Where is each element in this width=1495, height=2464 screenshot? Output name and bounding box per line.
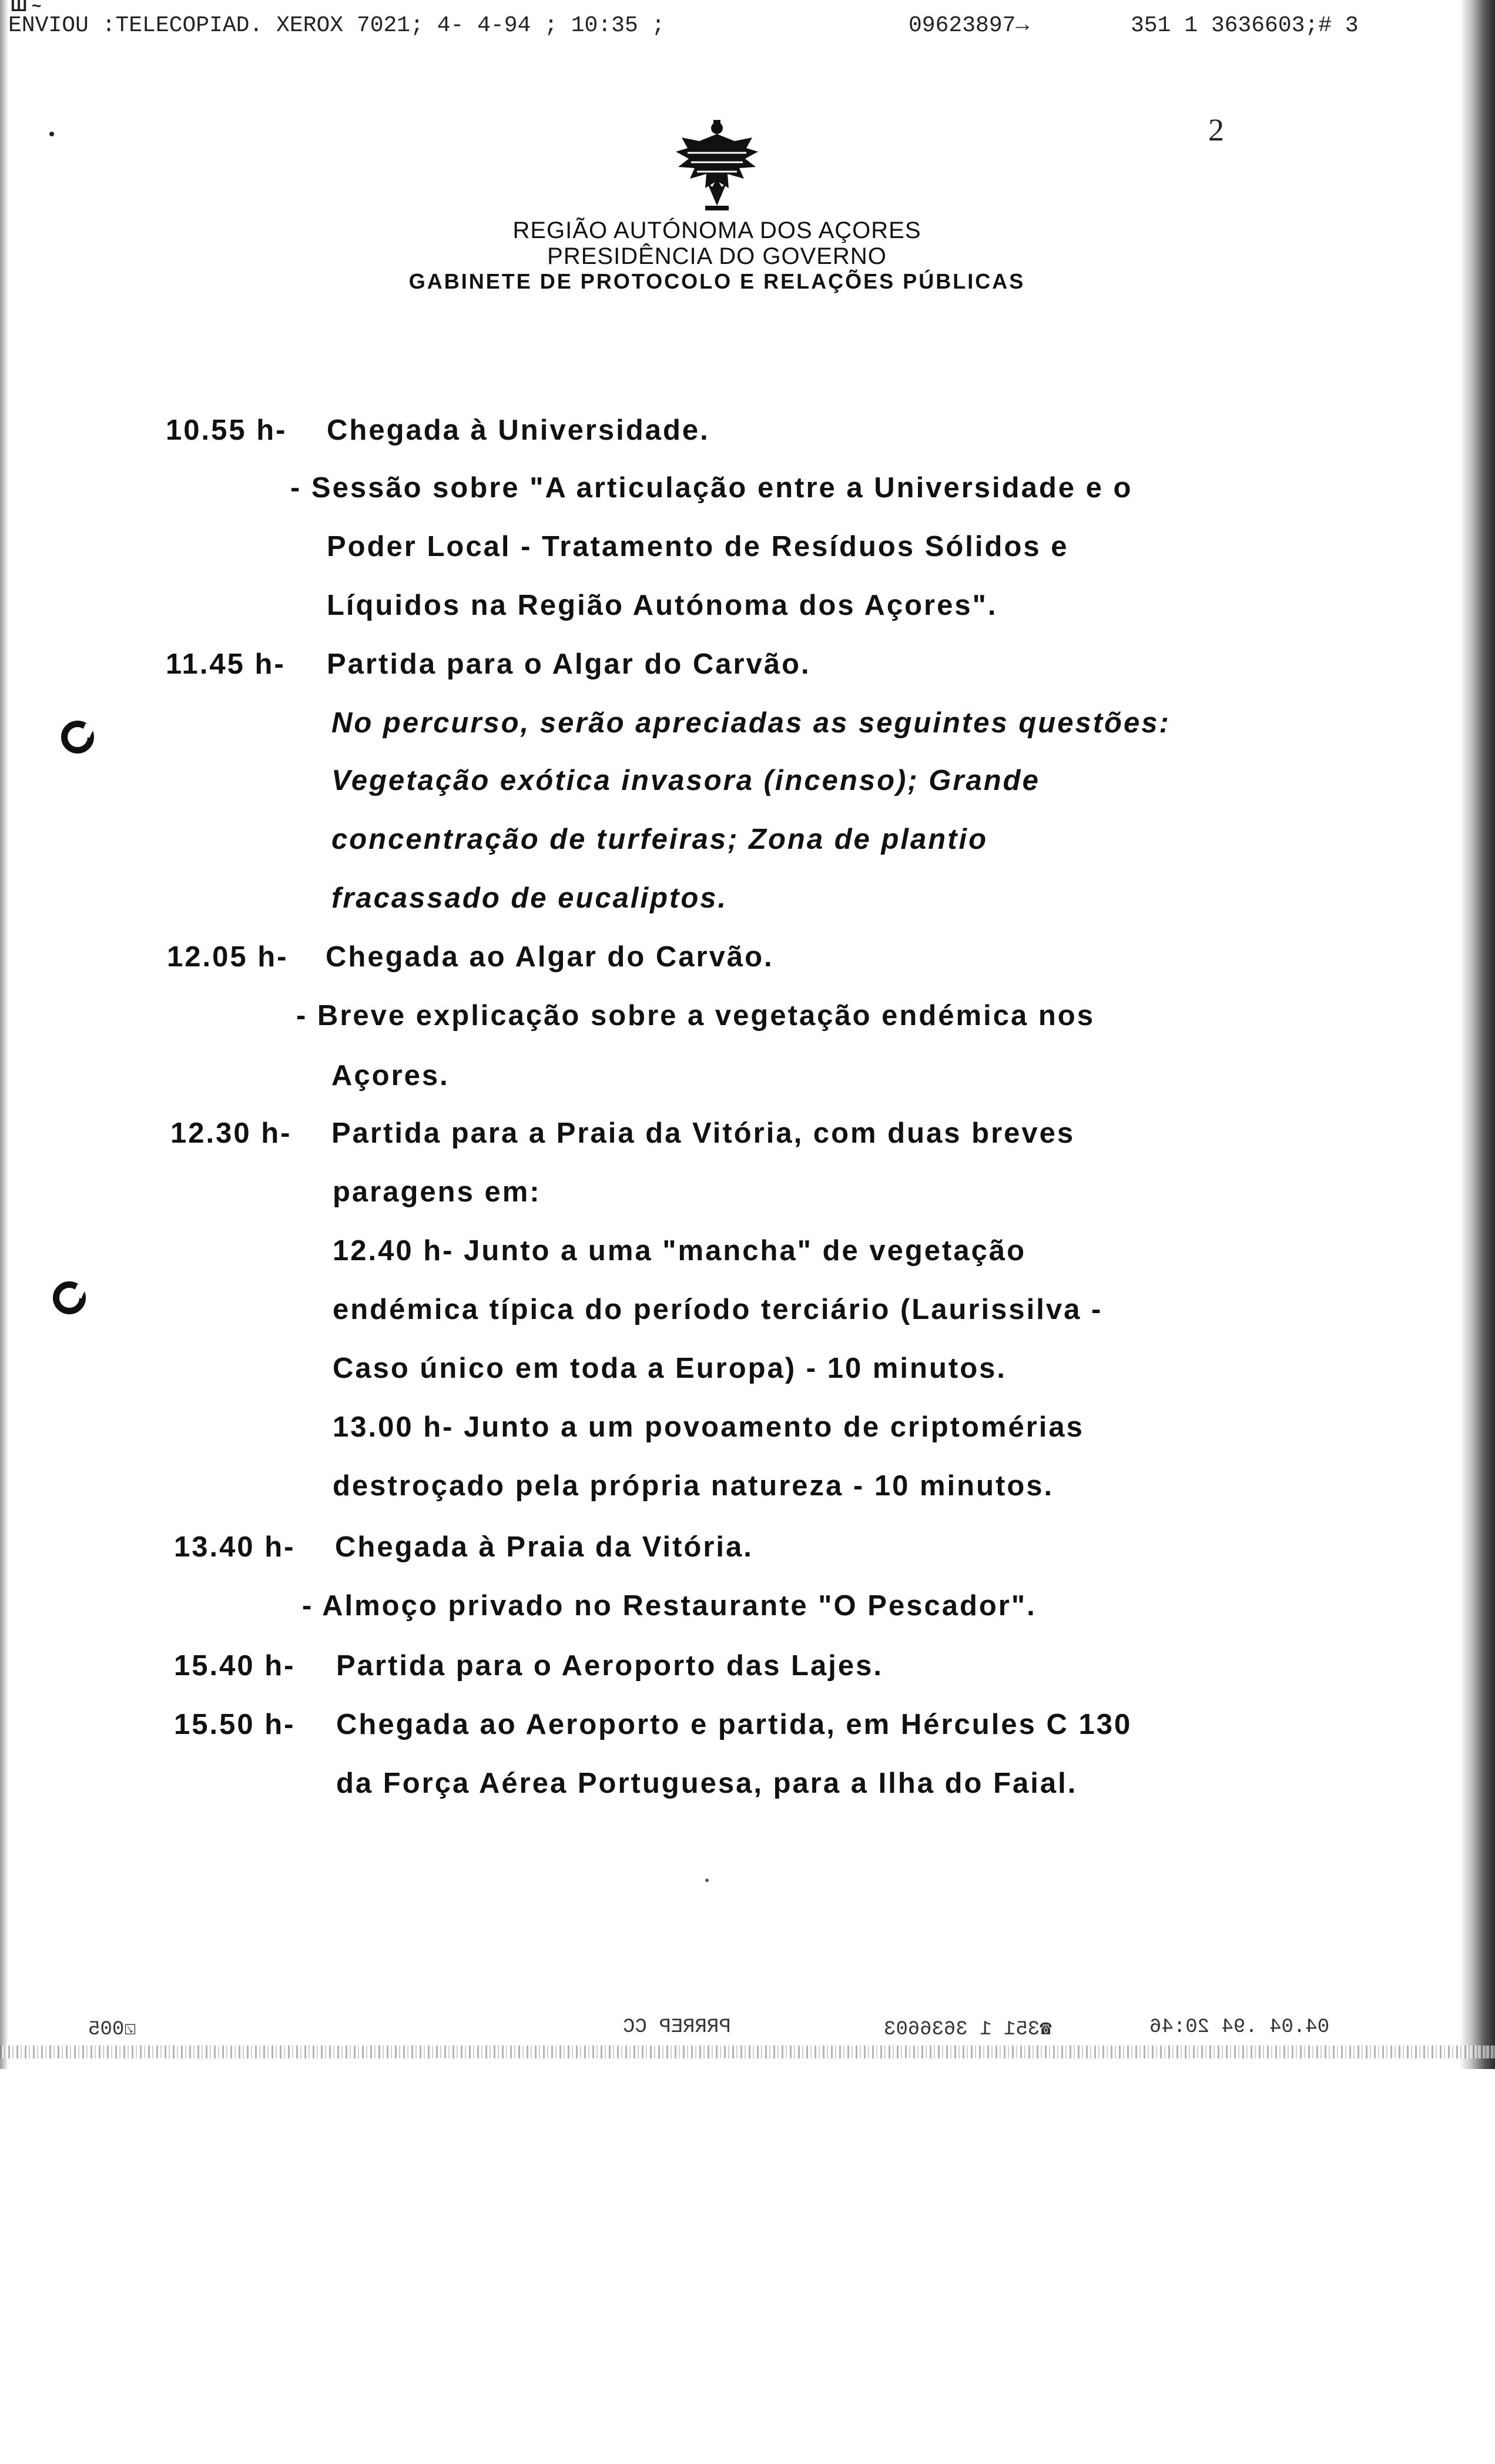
time-label: 15.40 h- bbox=[174, 1650, 296, 1682]
time-label: 13.40 h- bbox=[174, 1531, 296, 1563]
schedule-line: Vegetação exótica invasora (incenso); Grande bbox=[331, 765, 1040, 796]
schedule-line: Líquidos na Região Autónoma dos Açores". bbox=[327, 590, 998, 621]
schedule-line: Caso único em toda a Europa) - 10 minutos. bbox=[333, 1352, 1007, 1384]
time-label: 15.50 h- bbox=[174, 1709, 296, 1740]
schedule-line: endémica típica do período terciário (Laurissilva - bbox=[333, 1294, 1103, 1325]
footer-page-code: ☑005 bbox=[88, 2018, 136, 2041]
schedule-line: Chegada ao Algar do Carvão. bbox=[326, 941, 774, 973]
schedule-line: Chegada à Universidade. bbox=[327, 414, 710, 446]
schedule-line: fracassado de eucaliptos. bbox=[331, 882, 728, 914]
schedule-line: concentração de turfeiras; Zona de plantio bbox=[331, 823, 988, 855]
schedule-line: destroçado pela própria natureza - 10 minutos. bbox=[333, 1470, 1054, 1502]
schedule-line: Partida para o Algar do Carvão. bbox=[327, 648, 811, 680]
footer-timestamp: 04.04 .94 20:46 bbox=[1149, 2016, 1330, 2038]
letterhead-cabinet: GABINETE DE PROTOCOLO E RELAÇÕES PÚBLICAS bbox=[408, 269, 1025, 293]
letterhead-region: REGIÃO AUTÓNOMA DOS AÇORES bbox=[512, 217, 921, 243]
stray-dot bbox=[49, 132, 54, 136]
schedule-line: 13.00 h- Junto a um povoamento de criptomérias bbox=[333, 1411, 1084, 1443]
schedule-line: da Força Aérea Portuguesa, para a Ilha do Faial. bbox=[336, 1767, 1078, 1799]
scan-edge-left bbox=[0, 0, 8, 2069]
schedule-line: Partida para a Praia da Vitória, com duas breves bbox=[331, 1117, 1075, 1149]
page-number: 2 bbox=[1208, 112, 1224, 148]
scan-edge-right bbox=[1460, 0, 1495, 2069]
footer-phone: ☎351 1 3636603 bbox=[884, 2018, 1052, 2041]
schedule-line: - Breve explicação sobre a vegetação endémica nos bbox=[296, 1000, 1095, 1032]
time-label: 10.55 h- bbox=[166, 414, 287, 446]
fax-destination: 351 1 3636603;# 3 bbox=[1131, 13, 1359, 38]
schedule-line: Partida para o Aeroporto das Lajes. bbox=[336, 1650, 883, 1682]
eagle-emblem-icon bbox=[664, 118, 770, 217]
time-label: 12.05 h- bbox=[167, 941, 289, 973]
schedule-line: - Almoço privado no Restaurante "O Pescador". bbox=[302, 1590, 1037, 1622]
fax-number: 09623897→ bbox=[909, 13, 1030, 38]
schedule-line: Açores. bbox=[331, 1060, 450, 1092]
punch-hole-icon bbox=[61, 721, 94, 754]
schedule-line: Chegada ao Aeroporto e partida, em Hércules C 130 bbox=[336, 1709, 1132, 1740]
scan-bottom-strip bbox=[0, 2045, 1495, 2058]
time-label: 11.45 h- bbox=[166, 648, 286, 680]
time-label: 12.30 h- bbox=[170, 1117, 292, 1149]
letterhead-presidency: PRESIDÊNCIA DO GOVERNO bbox=[547, 243, 887, 269]
stray-dot bbox=[705, 1879, 709, 1882]
schedule-line: 12.40 h- Junto a uma "mancha" de vegetação bbox=[333, 1235, 1027, 1267]
schedule-line: paragens em: bbox=[333, 1176, 541, 1208]
fax-corner-mark: Ш ~ bbox=[11, 0, 42, 15]
punch-hole-icon bbox=[53, 1281, 86, 1314]
schedule-line: Chegada à Praia da Vitória. bbox=[335, 1531, 753, 1563]
schedule-line: Poder Local - Tratamento de Resíduos Sólidos e bbox=[327, 531, 1069, 563]
schedule-line: No percurso, serão apreciadas as seguintes questões: bbox=[331, 707, 1171, 739]
schedule-line: - Sessão sobre "A articulação entre a Universidade e o bbox=[290, 472, 1133, 504]
footer-sender-code: PRRREP CC bbox=[623, 2016, 731, 2038]
fax-sender-line: ENVIOU :TELECOPIAD. XEROX 7021; 4- 4-94 ; 10:35 ; bbox=[8, 13, 665, 38]
